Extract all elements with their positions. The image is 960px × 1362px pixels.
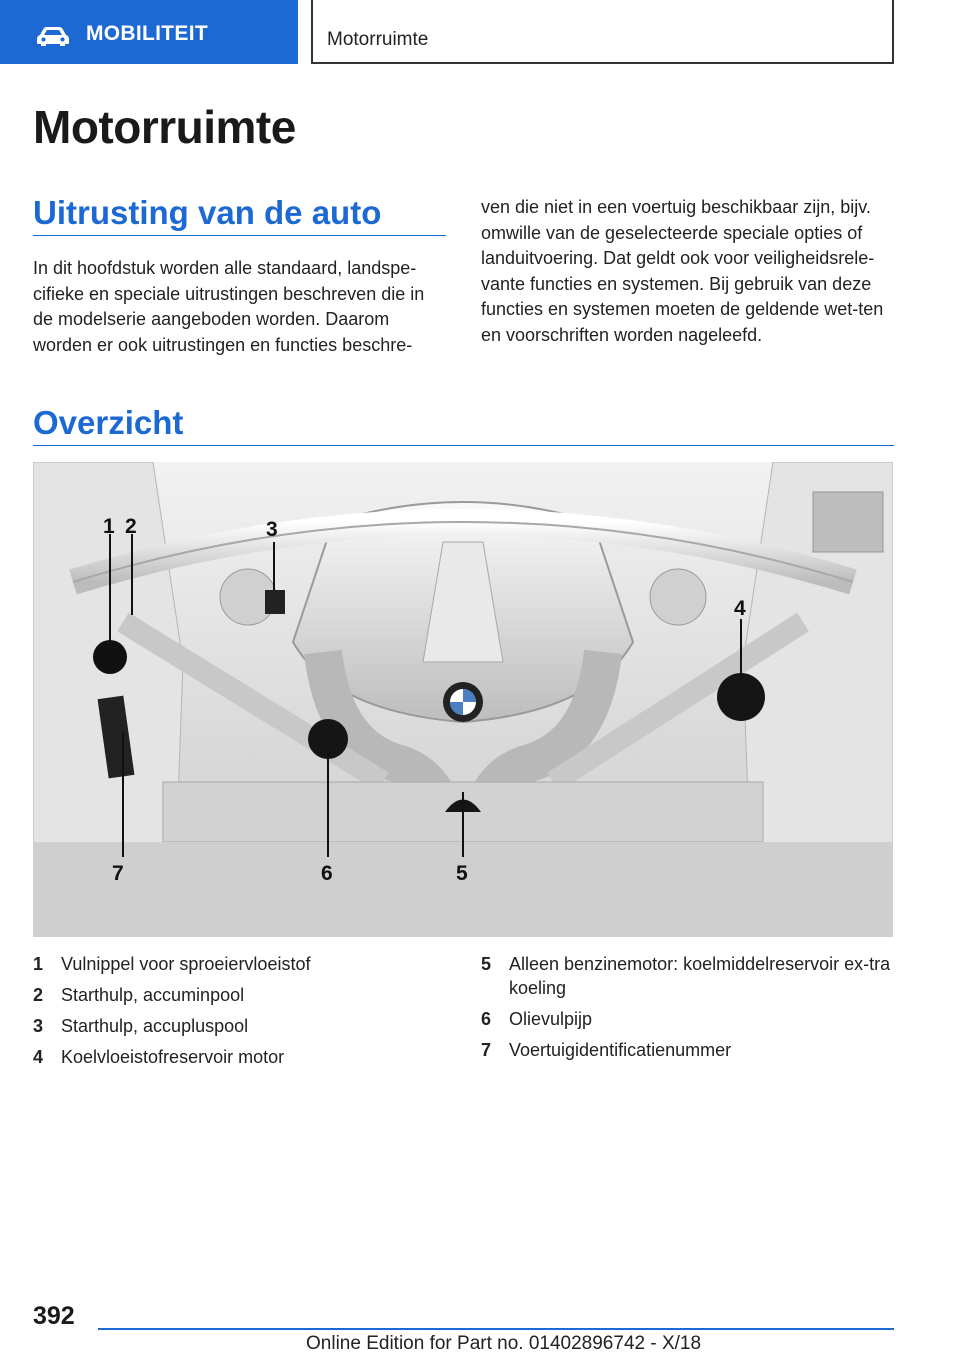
legend-item: 5 Alleen benzinemotor: koelmiddelreservoir ex-tra koeling [481,954,891,998]
legend-item: 1 Vulnippel voor sproeiervloeistof [33,954,311,974]
car-icon [36,26,70,46]
callout-7: 7 [112,862,124,885]
legend-item: 2 Starthulp, accuminpool [33,985,245,1005]
legend-item: 4 Koelvloeistofreservoir motor [33,1047,285,1067]
section-rule [33,445,894,446]
legend-left [33,952,453,1076]
section-heading-equipment: Uitrusting van de auto [33,194,382,231]
legend-right [481,952,894,1069]
callout-6: 6 [321,862,333,885]
callout-5: 5 [456,862,468,885]
legend-item: 6 Olievulpijp [481,1009,593,1029]
section-tab[interactable] [0,0,298,64]
chapter-label: Motorruimte [327,29,429,50]
callout-2: 2 [125,515,137,538]
chapter-header [311,0,894,64]
intro-paragraph-col2: ven die niet in een voertuig beschikbaar zijn, bijv. omwille van de geselecteerde speciale opties of landuitvoering. Dat geldt ook voor veiligheidsrele-vante functies en systemen. Bij gebruik van deze functies en systemen moeten de geldende wet-ten en voorschriften worden nageleefd. [481,197,884,345]
page-number: 392 [33,1302,75,1330]
legend-item: 7 Voertuigidentificatienummer [481,1040,732,1060]
callout-3: 3 [266,518,278,541]
legend-item: 3 Starthulp, accupluspool [33,1016,249,1036]
section-label: MOBILITEIT [86,22,208,45]
callout-1: 1 [103,515,115,538]
edition-text: Online Edition for Part no. 01402896742 - X/18 [306,1333,702,1354]
engine-bay-figure [33,462,893,937]
engine-bay-illustration [33,462,893,937]
callout-4: 4 [734,597,746,620]
intro-paragraph-col1: In dit hoofdstuk worden alle standaard, landspe-cifieke en speciale uitrustingen beschreven die in de modelserie aangeboden worden. Daarom worden er ook uitrustingen en functies beschre- [33,258,425,355]
section-rule [33,235,446,236]
section-heading-overview: Overzicht [33,404,184,441]
footer-rule [98,1328,894,1330]
page-title: Motorruimte [33,101,296,153]
